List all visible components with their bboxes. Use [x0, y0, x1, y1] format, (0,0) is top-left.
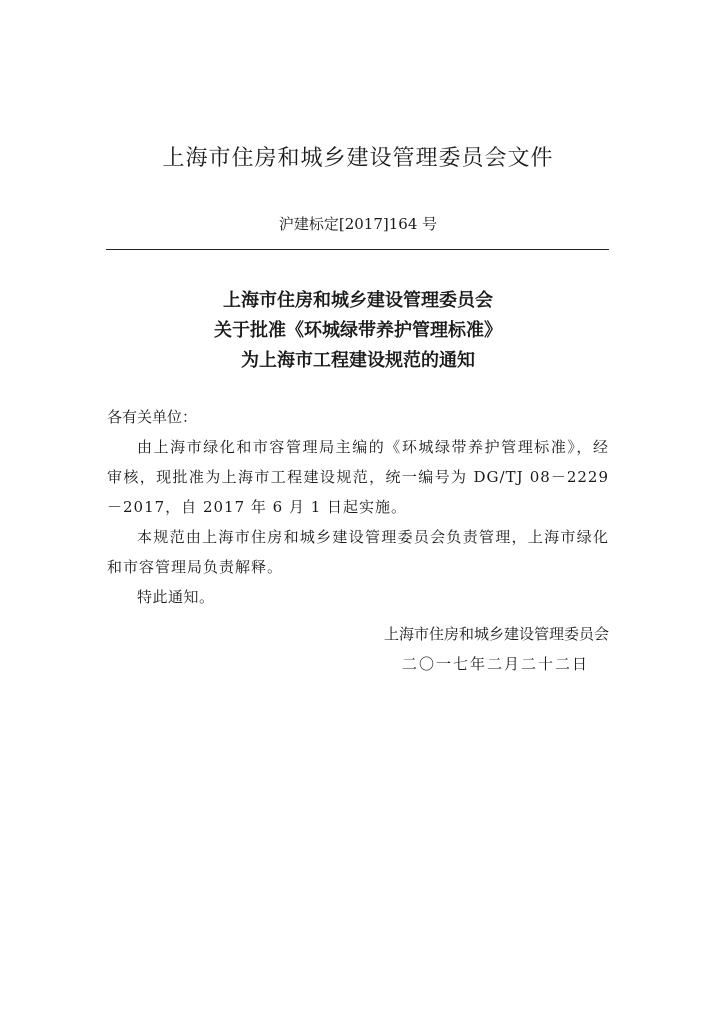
title-line-2: 关于批准《环城绿带养护管理标准》 [214, 320, 502, 341]
salutation: 各有关单位： [107, 408, 198, 426]
header-divider [106, 249, 609, 250]
signature-block [289, 619, 609, 679]
notice-body [107, 402, 609, 612]
signature-organization: 上海市住房和城乡建设管理委员会 [383, 625, 609, 643]
signature-date: 二〇一七年二月二十二日 [401, 655, 589, 673]
notice-title [0, 286, 716, 376]
title-line-1: 上海市住房和城乡建设管理委员会 [223, 290, 493, 311]
body-paragraph-3: 特此通知。 [137, 588, 215, 606]
body-paragraph-1: 由上海市绿化和市容管理局主编的《环城绿带养护管理标准》，经审核，现批准为上海市工程建设规范，统一编号为 DG/TJ 08－2229－2017，自 2017 年 6 月 1 日起实施。 [107, 438, 609, 516]
document-number: 沪建标定[2017]164 号 [278, 215, 438, 233]
body-paragraph-2: 本规范由上海市住房和城乡建设管理委员会负责管理，上海市绿化和市容管理局负责解释。 [107, 528, 609, 576]
issuer-header: 上海市住房和城乡建设管理委员会文件 [162, 146, 554, 171]
title-line-3: 为上海市工程建设规范的通知 [241, 350, 475, 371]
